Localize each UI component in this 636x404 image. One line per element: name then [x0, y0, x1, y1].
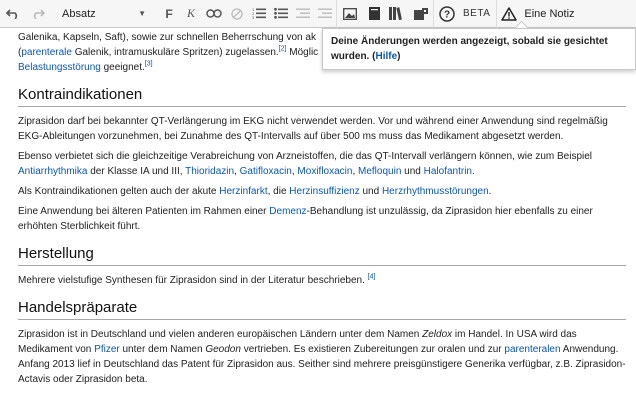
indent-icon[interactable]	[314, 0, 336, 28]
media-icon[interactable]	[337, 0, 363, 28]
paragraph-format-dropdown[interactable]	[54, 3, 152, 25]
review-notice-popup: Deine Änderungen werden angezeigt, sobald sie gesichtet wurden. (Hilfe)	[322, 28, 636, 70]
link-moxifloxacin[interactable]: Moxifloxacin	[297, 166, 353, 177]
link-pfizer[interactable]: Pfizer	[94, 344, 120, 355]
herstellung-paragraph: Mehrere vielstufige Synthesen für Ziprasidon sind in der Literatur beschrieben. [4]	[18, 273, 376, 286]
link-thioridazin[interactable]: Thioridazin	[185, 166, 235, 177]
kontra-paragraph-4: Eine Anwendung bei älteren Patienten im Rahmen einer Demenz-Behandlung ist unzulässig, da Ziprasidon hier ebenfalls zu einer erhöhten Sterblichkeit führt.	[18, 206, 593, 232]
transclusion-icon[interactable]	[409, 0, 433, 28]
heading-herstellung: Herstellung	[18, 244, 626, 266]
references-list-icon[interactable]	[385, 0, 409, 28]
note-button[interactable]: Eine Notiz	[524, 7, 575, 20]
format-value: Absatz	[62, 7, 96, 20]
link-halofantrin[interactable]: Halofantrin	[423, 166, 472, 177]
svg-text:?: ?	[443, 9, 451, 20]
svg-text:1: 1	[252, 7, 255, 12]
italic-button[interactable]: K	[186, 6, 195, 20]
reference-icon[interactable]	[363, 0, 385, 28]
help-icon[interactable]	[434, 0, 460, 28]
link-herzrhythmusstoerungen[interactable]: Herzrhythmusstörungen	[381, 186, 489, 197]
kontra-paragraph-2: Ebenso verbietet sich die gleichzeitige Verabreichung von Arzneistoffen, die das QT-Intervall verlängern können, wie zum Beispiel Antiarrhythmika der Klasse IA und III, Thioridazin, Gatifloxacin, Moxifloxacin, Mefloquin und Halofantrin.	[18, 151, 593, 177]
intro-paragraph: Galenika, Kapseln, Saft), sowie zur schnellen Beherrschung von ak (parenterale Galenik, intramuskuläre Spritzen) zugelassen.[2] Möglic Belastungsstörung geeignet.[3]	[18, 32, 319, 73]
outdent-icon[interactable]	[292, 0, 314, 28]
bullet-list-icon[interactable]	[270, 0, 292, 28]
redo-icon[interactable]	[26, 0, 50, 28]
link-herzinfarkt[interactable]: Herzinfarkt	[219, 186, 268, 197]
heading-handelspraeparate: Handelspräparate	[18, 298, 626, 320]
editor-toolbar	[0, 0, 636, 28]
brand-zeldox: Zeldox	[422, 329, 453, 340]
brand-geodon: Geodon	[205, 344, 241, 355]
link-herzinsuffizienz[interactable]: Herzinsuffizienz	[289, 186, 360, 197]
link-demenz[interactable]: Demenz	[269, 206, 307, 217]
beta-label: BETA	[463, 8, 491, 19]
reference-2[interactable]: [2]	[278, 45, 287, 53]
help-link[interactable]: Hilfe	[375, 51, 398, 62]
clear-icon[interactable]	[226, 0, 248, 28]
handel-paragraph: Ziprasidon ist in Deutschland und vielen anderen europäischen Ländern unter dem Namen Zeldox im Handel. In USA wird das Medikament von Pfizer unter dem Namen Geodon vertrieben. Es existieren Zubereitungen zur oralen und zur parenteralen Anwendung. Anfang 2013 lief in Deutschland das Patent für Ziprasidon aus. Seither sind mehrere preisgünstigere Generika verfügbar, z.B. Ziprasidon-Actavis oder Ziprasidon beta.	[18, 329, 626, 385]
link-gatifloxacin[interactable]: Gatifloxacin	[239, 166, 292, 177]
article-content	[18, 28, 626, 392]
kontra-paragraph-1: Ziprasidon darf bei bekannter QT-Verlängerung im EKG nicht verwendet werden. Vor und während einer Anwendung sind regelmäßig EKG-Ableitungen vorzunehmen, bei Zunahme des QT-Intervalls auf über 500 ms muss das Medikament abgesetzt werden.	[18, 116, 608, 142]
link-antiarrhythmika[interactable]: Antiarrhythmika	[18, 166, 88, 177]
reference-3[interactable]: [3]	[144, 60, 153, 68]
svg-text:3: 3	[252, 15, 255, 20]
numbered-list-icon[interactable]	[248, 0, 270, 28]
bold-button[interactable]: F	[165, 6, 173, 21]
link-belastungsstoerung[interactable]: Belastungsstörung	[18, 62, 101, 73]
link-icon[interactable]	[202, 0, 226, 28]
kontra-paragraph-3: Als Kontraindikationen gelten auch der akute Herzinfarkt, die Herzinsuffizienz und Herzrhythmusstörungen.	[18, 186, 492, 197]
reference-4[interactable]: [4]	[367, 273, 376, 281]
popup-message: Deine Änderungen werden angezeigt, sobald sie gesichtet wurden.	[331, 36, 608, 62]
chevron-down-icon: ▼	[138, 9, 146, 18]
heading-kontraindikationen: Kontraindikationen	[18, 85, 626, 107]
link-parenteralen[interactable]: parenteralen	[504, 344, 561, 355]
svg-text:2: 2	[252, 11, 255, 16]
link-parenterale[interactable]: parenterale	[21, 47, 72, 58]
undo-icon[interactable]	[0, 0, 26, 28]
link-mefloquin[interactable]: Mefloquin	[358, 166, 402, 177]
